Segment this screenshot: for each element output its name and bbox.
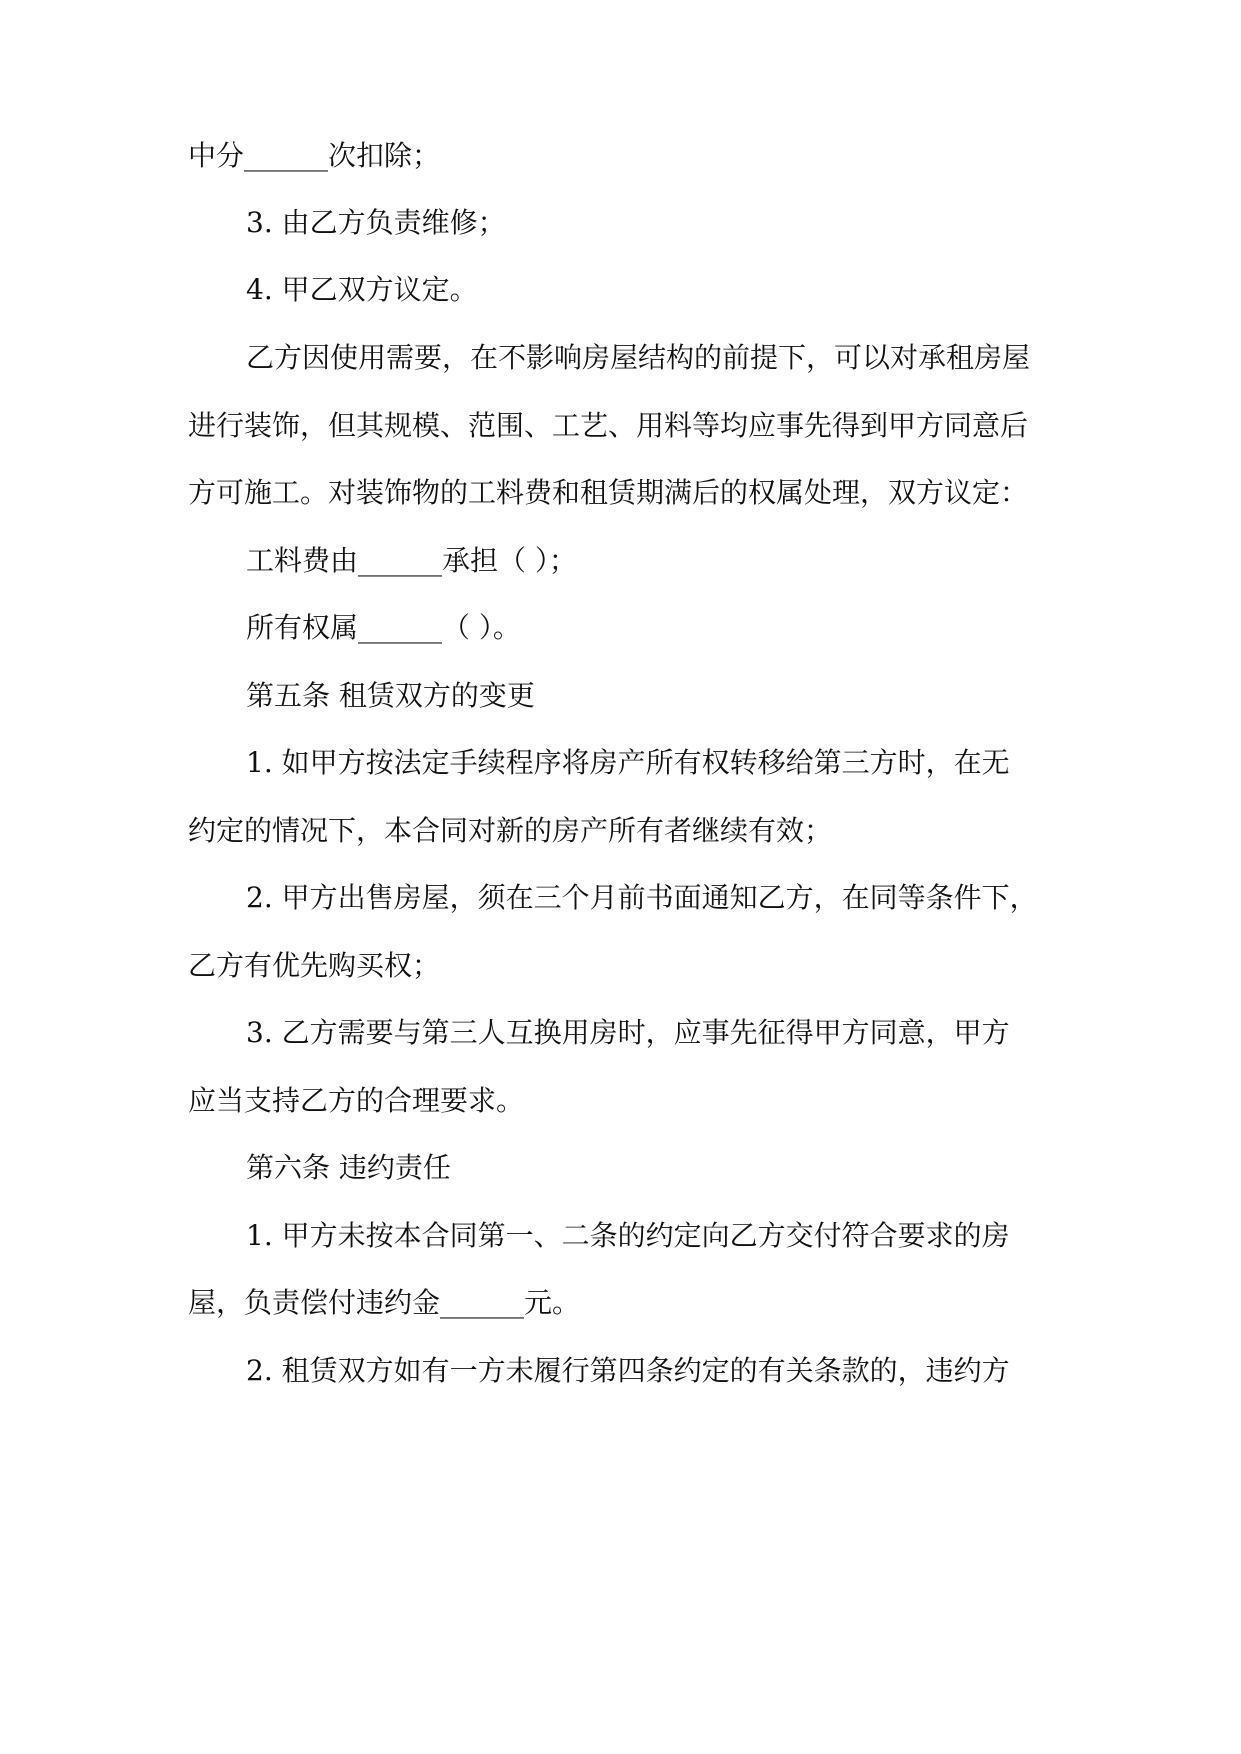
text-line: 乙方有优先购买权； <box>188 949 441 982</box>
text-line: 4. 甲乙双方议定。 <box>246 273 478 306</box>
text-line: 1. 如甲方按法定手续程序将房产所有权转移给第三方时，在无 <box>246 746 1010 779</box>
text-line: 3. 乙方需要与第三人互换用房时，应事先征得甲方同意，甲方 <box>246 1016 1010 1049</box>
text-line: 1. 甲方未按本合同第一、二条的约定向乙方交付符合要求的房 <box>246 1219 1010 1252</box>
text-line: 2. 租赁双方如有一方未履行第四条约定的有关条款的，违约方 <box>246 1354 1010 1387</box>
text-line: 屋，负责偿付违约金______元。 <box>188 1286 581 1319</box>
text-line: 所有权属______（ ）。 <box>246 611 521 644</box>
text-line: 3. 由乙方负责维修； <box>246 206 506 239</box>
text-line: 进行装饰，但其规模、范围、工艺、用料等均应事先得到甲方同意后 <box>188 409 1029 442</box>
text-line: 方可施工。对装饰物的工料费和租赁期满后的权属处理，双方议定： <box>188 476 1029 509</box>
text-line: 工料费由______承担（ ）； <box>246 544 577 577</box>
text-line: 约定的情况下，本合同对新的房产所有者继续有效； <box>188 814 833 847</box>
text-line: 2. 甲方出售房屋，须在三个月前书面通知乙方，在同等条件下， <box>246 881 1038 914</box>
text-line: 乙方因使用需要，在不影响房屋结构的前提下，可以对承租房屋 <box>246 341 1031 374</box>
text-line: 中分______次扣除； <box>188 139 441 172</box>
text-line: 应当支持乙方的合理要求。 <box>188 1084 525 1117</box>
section-heading: 第五条 租赁双方的变更 <box>246 679 535 712</box>
section-heading: 第六条 违约责任 <box>246 1151 451 1184</box>
